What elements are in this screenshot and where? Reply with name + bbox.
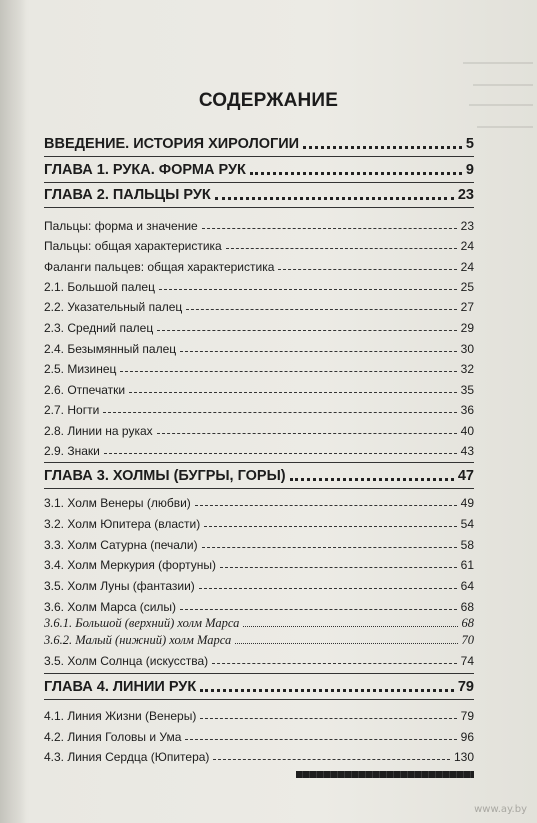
toc-chapter-label: ГЛАВА 3. ХОЛМЫ (БУГРЫ, ГОРЫ) xyxy=(44,468,286,484)
toc-page-number: 24 xyxy=(460,239,474,253)
toc-page-number: 79 xyxy=(460,709,474,723)
toc-section-label: 4.3. Линия Сердца (Юпитера) xyxy=(44,750,210,764)
leader-dashes xyxy=(202,228,457,229)
toc-page-number: 27 xyxy=(460,300,474,314)
toc-page-number: 36 xyxy=(460,403,474,417)
toc-section xyxy=(44,258,474,274)
toc-section xyxy=(44,707,474,723)
toc-section-label: Фаланги пальцев: общая характеристика xyxy=(44,260,275,274)
toc-section-label: 2.5. Мизинец xyxy=(44,362,117,376)
toc-page-number: 74 xyxy=(460,654,474,668)
toc-page-number: 130 xyxy=(453,750,474,764)
leader-dashes xyxy=(103,412,456,413)
divider-line xyxy=(44,207,474,208)
toc-section-label: 2.3. Средний палец xyxy=(44,321,154,335)
toc-section-label: 3.5. Холм Луны (фантазии) xyxy=(44,579,195,593)
leader-dashes xyxy=(180,609,457,610)
toc-section xyxy=(44,442,474,458)
page-gutter-shadow xyxy=(0,0,26,823)
leader-dots xyxy=(290,478,454,481)
leader-dashes xyxy=(226,248,457,249)
toc-section xyxy=(44,494,474,510)
toc-section xyxy=(44,401,474,417)
toc-section xyxy=(44,577,474,593)
toc-section-label: 2.7. Ногти xyxy=(44,403,100,417)
leader-dashes xyxy=(157,433,457,434)
toc-chapter-label: ВВЕДЕНИЕ. ИСТОРИЯ ХИРОЛОГИИ xyxy=(44,136,300,152)
toc-section-label: Пальцы: форма и значение xyxy=(44,219,198,233)
toc-section-label: 2.4. Безымянный палец xyxy=(44,342,177,356)
toc-subsection xyxy=(44,615,474,631)
toc-section xyxy=(44,728,474,744)
leader-dashes xyxy=(212,663,456,664)
leader-dashes xyxy=(104,453,457,454)
divider-line xyxy=(44,699,474,700)
toc-section xyxy=(44,652,474,668)
toc-page-number: 23 xyxy=(460,219,474,233)
toc-page-number: 32 xyxy=(460,362,474,376)
leader-dashes xyxy=(157,330,456,331)
toc-section xyxy=(44,536,474,552)
toc-section xyxy=(44,381,474,397)
toc-page-number: 64 xyxy=(460,579,474,593)
bottom-decorative-bar xyxy=(296,771,474,778)
toc-page-number: 47 xyxy=(457,468,474,484)
bleed-through-line xyxy=(463,62,533,64)
toc-chapter-3 xyxy=(44,466,474,484)
leader-dashes xyxy=(129,392,457,393)
toc-section-label: 3.4. Холм Меркурия (фортуны) xyxy=(44,558,216,572)
toc-page-number: 30 xyxy=(460,342,474,356)
toc-section-label: 2.1. Большой палец xyxy=(44,280,155,294)
bleed-through-line xyxy=(473,84,533,86)
toc-section xyxy=(44,598,474,614)
leader-dots xyxy=(200,689,454,692)
divider-line xyxy=(44,488,474,489)
toc-section-label: 4.2. Линия Головы и Ума xyxy=(44,730,182,744)
leader-dashes xyxy=(159,289,457,290)
toc-section xyxy=(44,237,474,253)
toc-page-number: 29 xyxy=(460,321,474,335)
toc-section xyxy=(44,217,474,233)
toc-page-number: 70 xyxy=(461,633,474,647)
watermark-text: www.ay.by xyxy=(474,804,527,815)
toc-page-number: 58 xyxy=(460,538,474,552)
toc-chapter-label: ГЛАВА 2. ПАЛЬЦЫ РУК xyxy=(44,187,211,203)
toc-chapter-intro xyxy=(44,134,474,152)
toc-section xyxy=(44,748,474,764)
toc-page-number: 9 xyxy=(465,162,474,178)
toc-section-label: 2.6. Отпечатки xyxy=(44,383,126,397)
page-title: СОДЕРЖАНИЕ xyxy=(198,90,339,111)
leader-dashes xyxy=(186,309,456,310)
toc-section-label: 3.2. Холм Юпитера (власти) xyxy=(44,517,201,531)
toc-page-number: 5 xyxy=(465,136,474,152)
leader-dashes xyxy=(220,567,457,568)
toc-page-number: 79 xyxy=(457,679,474,695)
toc-section-label: Пальцы: общая характеристика xyxy=(44,239,222,253)
toc-section-label: 3.3. Холм Сатурна (печали) xyxy=(44,538,198,552)
toc-section xyxy=(44,422,474,438)
leader-dashes xyxy=(202,547,457,548)
toc-page-number: 35 xyxy=(460,383,474,397)
toc-section-label: 3.5. Холм Солнца (искусства) xyxy=(44,654,209,668)
leader-dashes xyxy=(120,371,456,372)
toc-page-number: 43 xyxy=(460,444,474,458)
toc-section xyxy=(44,278,474,294)
leader-dashes xyxy=(195,505,457,506)
toc-page-number: 61 xyxy=(460,558,474,572)
divider-line xyxy=(44,673,474,674)
toc-section xyxy=(44,340,474,356)
divider-line xyxy=(44,182,474,183)
toc-section xyxy=(44,515,474,531)
leader-dots xyxy=(250,172,462,175)
toc-page-number: 23 xyxy=(457,187,474,203)
toc-section xyxy=(44,298,474,314)
leader-dashes xyxy=(278,269,456,270)
leader-dots xyxy=(243,626,457,627)
leader-dashes xyxy=(180,351,456,352)
toc-page-number: 24 xyxy=(460,260,474,274)
toc-section xyxy=(44,319,474,335)
toc-page-number: 68 xyxy=(460,600,474,614)
divider-line xyxy=(44,156,474,157)
toc-section-label: 2.2. Указательный палец xyxy=(44,300,183,314)
leader-dashes xyxy=(185,739,456,740)
toc-subsection xyxy=(44,632,474,648)
toc-section-label: 2.9. Знаки xyxy=(44,444,100,458)
leader-dots xyxy=(235,643,457,644)
toc-subsection-label: 3.6.2. Малый (нижний) холм Марса xyxy=(44,633,232,647)
toc-page-number: 40 xyxy=(460,424,474,438)
toc-page-number: 68 xyxy=(461,616,474,630)
leader-dashes xyxy=(213,759,450,760)
toc-subsection-label: 3.6.1. Большой (верхний) холм Марса xyxy=(44,616,240,630)
leader-dashes xyxy=(200,718,456,719)
toc-page-number: 96 xyxy=(460,730,474,744)
toc-page-number: 49 xyxy=(460,496,474,510)
toc-chapter-label: ГЛАВА 1. РУКА. ФОРМА РУК xyxy=(44,162,246,178)
leader-dashes xyxy=(199,588,457,589)
toc-page-number: 54 xyxy=(460,517,474,531)
toc-section-label: 2.8. Линии на руках xyxy=(44,424,153,438)
leader-dots xyxy=(303,146,462,149)
toc-page-number: 25 xyxy=(460,280,474,294)
toc-section-label: 4.1. Линия Жизни (Венеры) xyxy=(44,709,197,723)
toc-chapter-label: ГЛАВА 4. ЛИНИИ РУК xyxy=(44,679,197,695)
divider-line xyxy=(44,462,474,463)
toc-section xyxy=(44,360,474,376)
toc-chapter-1 xyxy=(44,160,474,178)
leader-dashes xyxy=(204,526,456,527)
toc-section xyxy=(44,556,474,572)
leader-dots xyxy=(215,197,454,200)
toc-section-label: 3.1. Холм Венеры (любви) xyxy=(44,496,191,510)
bleed-through-line xyxy=(477,126,533,128)
toc-chapter-2 xyxy=(44,185,474,203)
toc-section-label: 3.6. Холм Марса (силы) xyxy=(44,600,177,614)
toc-chapter-4 xyxy=(44,677,474,695)
